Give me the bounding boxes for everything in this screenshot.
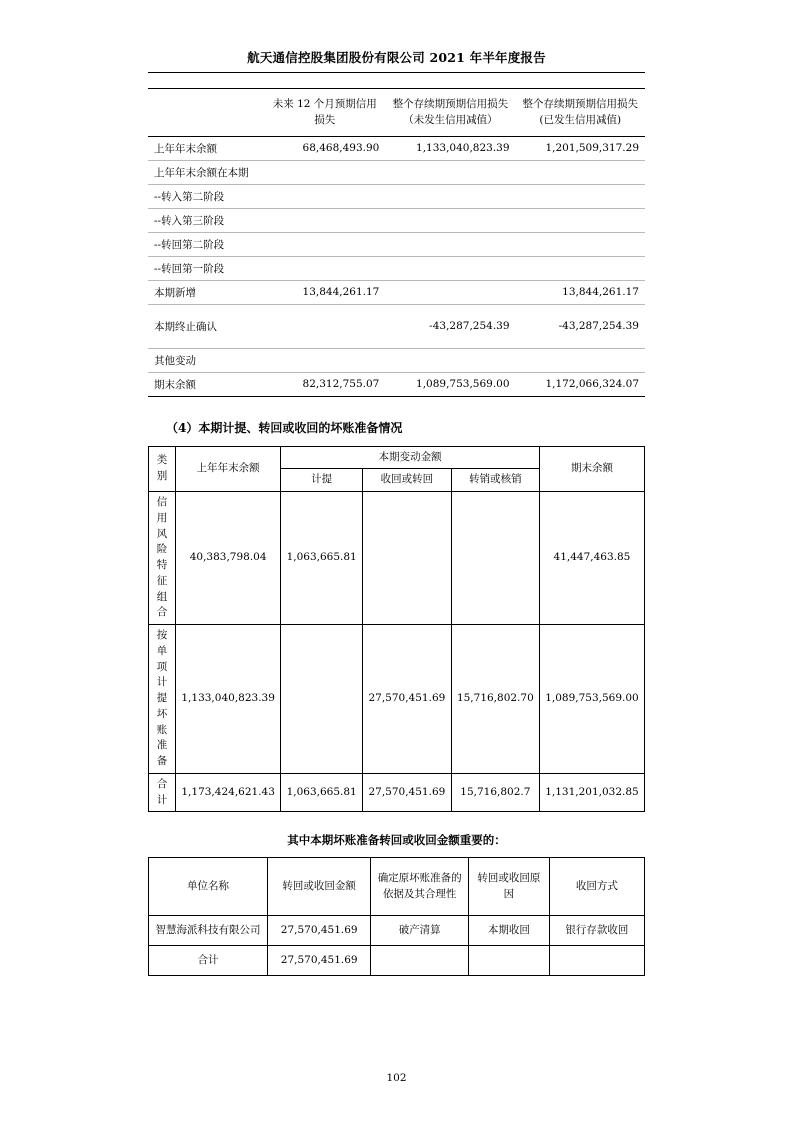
th-unit-name: 单位名称 bbox=[149, 858, 268, 916]
row-value-1 bbox=[264, 304, 385, 348]
row-value-1 bbox=[264, 232, 385, 256]
th-12month: 未来 12 个月预期信用损失 bbox=[264, 89, 385, 137]
row-value-3 bbox=[516, 208, 645, 232]
row-end: 1,089,753,569.00 bbox=[539, 625, 644, 774]
provision-stage-table bbox=[148, 88, 645, 397]
row-value-2: -43,287,254.39 bbox=[385, 304, 515, 348]
row-value-3: 1,172,066,324.07 bbox=[545, 378, 639, 391]
table-header-row bbox=[149, 446, 645, 469]
th-category: 类别 bbox=[149, 446, 176, 492]
th-reason: 转回或收回原因 bbox=[469, 858, 550, 916]
row-label: --转入第二阶段 bbox=[148, 184, 264, 208]
row-unit: 智慧海派科技有限公司 bbox=[149, 916, 268, 946]
row-value-1: 82,312,755.07 bbox=[302, 378, 380, 391]
row-value-2 bbox=[385, 348, 515, 372]
row-value-3: 13,844,261.17 bbox=[516, 280, 645, 304]
row-value-3 bbox=[516, 232, 645, 256]
th-begin-balance: 上年年末余额 bbox=[176, 446, 281, 492]
row-value-3: -43,287,254.39 bbox=[516, 304, 645, 348]
table-row bbox=[148, 256, 645, 280]
table-row bbox=[149, 625, 645, 774]
table-total-row bbox=[149, 946, 645, 976]
row-method: 银行存款收回 bbox=[549, 916, 644, 946]
row-value-2 bbox=[385, 256, 515, 280]
row-reason: 本期收回 bbox=[469, 916, 550, 946]
row-value-1: 68,468,493.90 bbox=[264, 136, 385, 160]
th-recover: 收回或转回 bbox=[363, 469, 452, 492]
row-value-1 bbox=[264, 184, 385, 208]
row-label: 按单项计提坏账准备 bbox=[149, 625, 176, 774]
row-label: 其他变动 bbox=[148, 348, 264, 372]
row-label: --转回第一阶段 bbox=[148, 256, 264, 280]
table-row bbox=[148, 208, 645, 232]
table3-caption: 其中本期坏账准备转回或收回金额重要的： bbox=[287, 833, 506, 848]
row-begin: 40,383,798.04 bbox=[176, 492, 281, 625]
row-basis bbox=[371, 946, 469, 976]
row-label: 上年年末余额 bbox=[148, 136, 264, 160]
row-value-1: 13,844,261.17 bbox=[264, 280, 385, 304]
table-row bbox=[148, 348, 645, 372]
row-provision bbox=[281, 625, 363, 774]
th-change-group: 本期变动金额 bbox=[281, 446, 540, 469]
row-value-3 bbox=[516, 256, 645, 280]
row-label: 本期新增 bbox=[148, 280, 264, 304]
th-writeoff: 转销或核销 bbox=[451, 469, 539, 492]
table-row bbox=[148, 184, 645, 208]
row-value-2: 1,133,040,823.39 bbox=[385, 136, 515, 160]
table-row bbox=[149, 916, 645, 946]
row-value-3 bbox=[516, 348, 645, 372]
row-value-2 bbox=[385, 208, 515, 232]
page-content bbox=[148, 88, 645, 976]
row-recover bbox=[363, 492, 452, 625]
row-basis: 破产清算 bbox=[371, 916, 469, 946]
th-blank bbox=[148, 89, 264, 137]
th-method: 收回方式 bbox=[549, 858, 644, 916]
table-row bbox=[148, 160, 645, 184]
table-header-row bbox=[148, 89, 645, 137]
significant-recovery-table bbox=[148, 857, 645, 976]
table-row bbox=[148, 372, 645, 396]
table-row bbox=[148, 304, 645, 348]
row-value-2: 1,089,753,569.00 bbox=[416, 378, 510, 391]
row-writeoff: 15,716,802.7 bbox=[451, 773, 539, 812]
row-method bbox=[549, 946, 644, 976]
row-label: 期末余额 bbox=[154, 378, 196, 391]
row-provision: 1,063,665.81 bbox=[281, 773, 363, 812]
row-reason bbox=[469, 946, 550, 976]
table-row bbox=[148, 136, 645, 160]
row-end: 1,131,201,032.85 bbox=[539, 773, 644, 812]
row-value-3 bbox=[516, 160, 645, 184]
table-row bbox=[148, 232, 645, 256]
row-value-1 bbox=[264, 256, 385, 280]
row-amount: 27,570,451.69 bbox=[268, 916, 371, 946]
row-end: 41,447,463.85 bbox=[539, 492, 644, 625]
table-row bbox=[149, 492, 645, 625]
row-label: 上年年末余额在本期 bbox=[148, 160, 264, 184]
page-header: 航天通信控股集团股份有限公司 2021 年半年度报告 bbox=[247, 50, 546, 65]
table-total-row bbox=[149, 773, 645, 812]
row-label: 合计 bbox=[149, 773, 176, 812]
th-basis: 确定原坏账准备的依据及其合理性 bbox=[371, 858, 469, 916]
table-row bbox=[148, 280, 645, 304]
row-value-1 bbox=[264, 348, 385, 372]
row-provision: 1,063,665.81 bbox=[281, 492, 363, 625]
row-value-2 bbox=[385, 160, 515, 184]
row-begin: 1,173,424,621.43 bbox=[176, 773, 281, 812]
row-recover: 27,570,451.69 bbox=[363, 625, 452, 774]
row-recover: 27,570,451.69 bbox=[363, 773, 452, 812]
row-value-2 bbox=[385, 280, 515, 304]
row-label: 本期终止确认 bbox=[148, 304, 264, 348]
th-amount: 转回或收回金额 bbox=[268, 858, 371, 916]
row-value-3: 1,201,509,317.29 bbox=[516, 136, 645, 160]
th-lifetime-no-impair: 整个存续期预期信用损失（未发生信用减值） bbox=[385, 89, 515, 137]
row-label: 信用风险特征组合 bbox=[149, 492, 176, 625]
section-title-4: （4）本期计提、转回或收回的坏账准备情况 bbox=[166, 420, 403, 435]
row-begin: 1,133,040,823.39 bbox=[176, 625, 281, 774]
table-header-row bbox=[149, 858, 645, 916]
row-writeoff bbox=[451, 492, 539, 625]
bad-debt-movement-table bbox=[148, 446, 645, 813]
header-divider bbox=[148, 72, 645, 73]
row-writeoff: 15,716,802.70 bbox=[451, 625, 539, 774]
row-value-2 bbox=[385, 232, 515, 256]
th-end-balance: 期末余额 bbox=[539, 446, 644, 492]
row-label: --转入第三阶段 bbox=[148, 208, 264, 232]
row-amount: 27,570,451.69 bbox=[268, 946, 371, 976]
row-value-2 bbox=[385, 184, 515, 208]
row-unit: 合计 bbox=[149, 946, 268, 976]
th-lifetime-impair: 整个存续期预期信用损失(已发生信用减值) bbox=[516, 89, 645, 137]
row-value-3 bbox=[516, 184, 645, 208]
row-value-1 bbox=[264, 160, 385, 184]
row-label: --转回第二阶段 bbox=[148, 232, 264, 256]
page-number: 102 bbox=[386, 1072, 407, 1084]
row-value-1 bbox=[264, 208, 385, 232]
th-provision: 计提 bbox=[281, 469, 363, 492]
